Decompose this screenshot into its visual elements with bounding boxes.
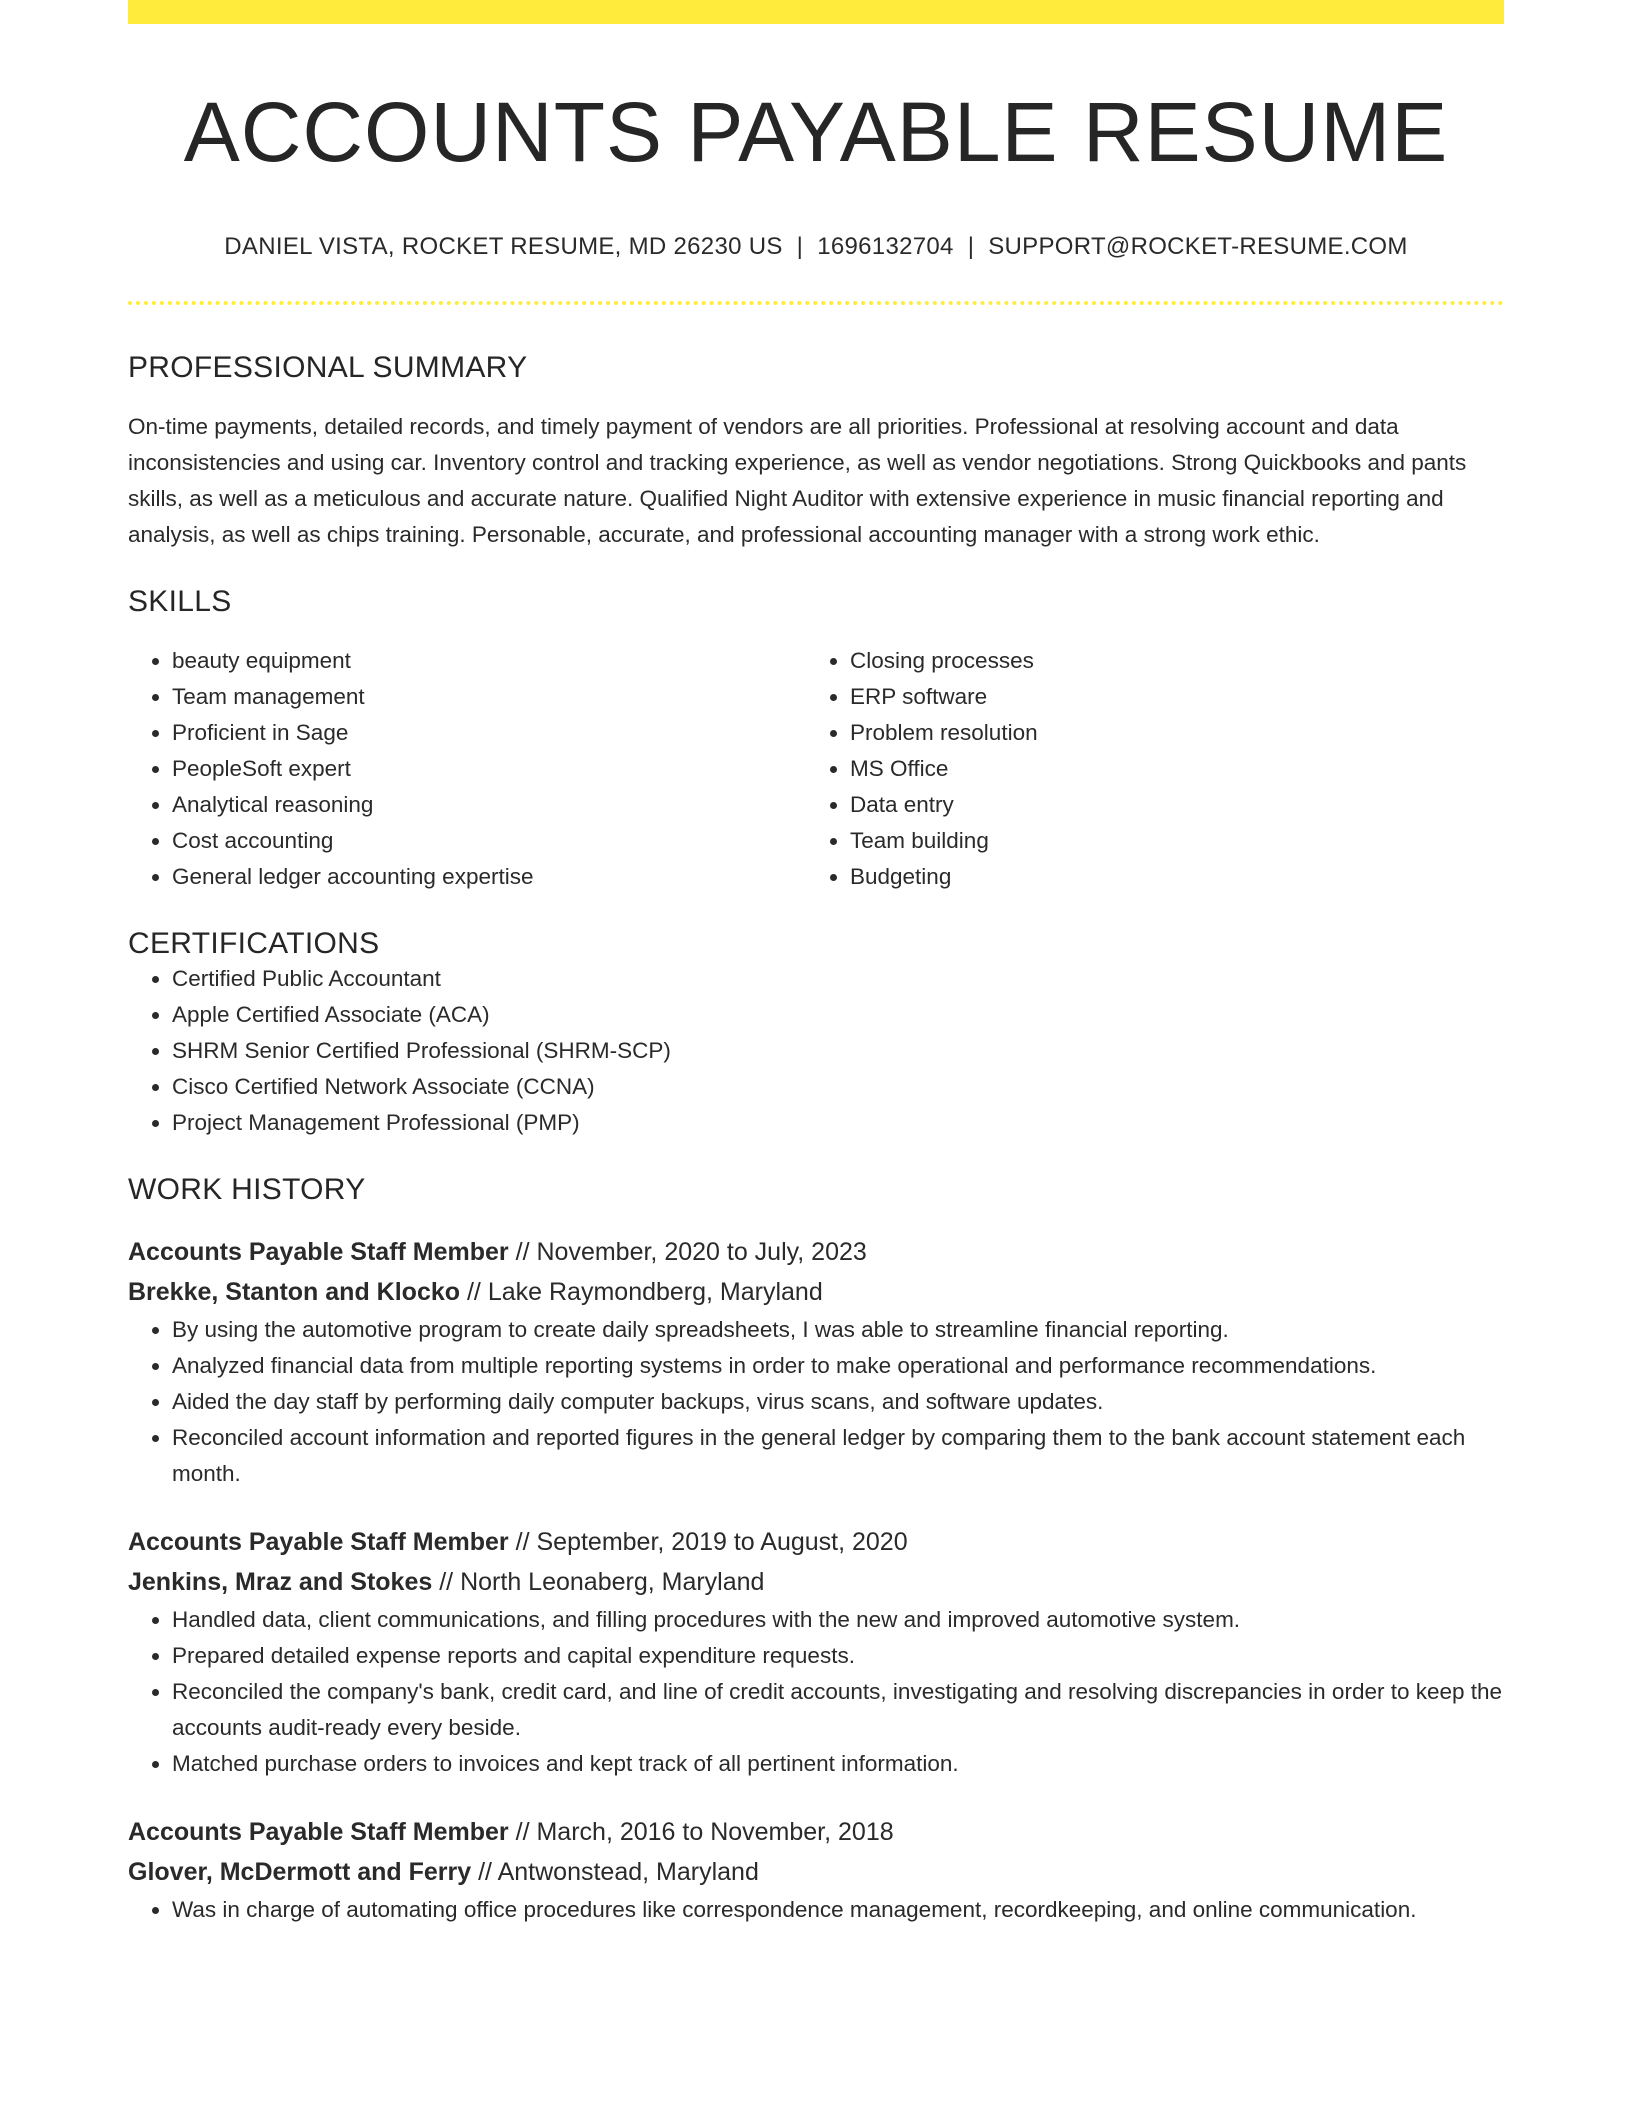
skill-item: • Team management: [172, 679, 806, 715]
contact-address: DANIEL VISTA, ROCKET RESUME, MD 26230 US: [224, 233, 783, 261]
job-separator: //: [466, 1278, 481, 1307]
accent-bar: [128, 0, 1504, 24]
job-bullet: • Reconciled account information and reported figures in the general ledger by comparing them to the bank account statement each month.: [172, 1420, 1504, 1492]
skill-item: • Proficient in Sage: [172, 715, 806, 751]
job-dates: March, 2016 to November, 2018: [536, 1818, 894, 1847]
job-dates: November, 2020 to July, 2023: [536, 1238, 867, 1267]
skill-item: • Cost accounting: [172, 823, 806, 859]
job-location: North Leonaberg, Maryland: [460, 1568, 765, 1597]
skill-item: • ERP software: [850, 679, 1484, 715]
job-title: Accounts Payable Staff Member: [128, 1528, 509, 1557]
job-bullet: • Matched purchase orders to invoices and kept track of all pertinent information.: [172, 1746, 1504, 1782]
job-entry: [128, 1812, 1504, 1928]
job-bullets: [128, 1312, 1504, 1492]
skill-item: • Closing processes: [850, 643, 1484, 679]
job-bullet: • Prepared detailed expense reports and capital expenditure requests.: [172, 1638, 1504, 1674]
job-bullet: • Handled data, client communications, and filling procedures with the new and improved automotive system.: [172, 1602, 1504, 1638]
skill-item: • Budgeting: [850, 859, 1484, 895]
certifications-heading: CERTIFICATIONS: [128, 927, 380, 961]
job-bullet: • Was in charge of automating office procedures like correspondence management, recordkeeping, and online communication.: [172, 1892, 1504, 1928]
certification-item: • Project Management Professional (PMP): [172, 1105, 1504, 1141]
job-separator: //: [478, 1858, 493, 1887]
job-bullet: • Reconciled the company's bank, credit card, and line of credit accounts, investigating and resolving discrepancies in order to keep the accounts audit-ready every beside.: [172, 1674, 1504, 1746]
certification-item: • Cisco Certified Network Associate (CCNA): [172, 1069, 1504, 1105]
job-title-line: [128, 1232, 1504, 1272]
job-company: Jenkins, Mraz and Stokes: [128, 1568, 433, 1597]
job-bullet: • Analyzed financial data from multiple reporting systems in order to make operational and performance recommendations.: [172, 1348, 1504, 1384]
skill-item: • Problem resolution: [850, 715, 1484, 751]
job-separator: //: [515, 1238, 530, 1267]
certification-item: • Apple Certified Associate (ACA): [172, 997, 1504, 1033]
job-company-line: [128, 1562, 1504, 1602]
skill-item: • beauty equipment: [172, 643, 806, 679]
job-separator: //: [515, 1818, 530, 1847]
contact-phone: 1696132704: [817, 233, 954, 261]
job-dates: September, 2019 to August, 2020: [536, 1528, 908, 1557]
job-title-line: [128, 1522, 1504, 1562]
job-company: Brekke, Stanton and Klocko: [128, 1278, 461, 1307]
job-location: Antwonstead, Maryland: [497, 1858, 759, 1887]
job-title-line: [128, 1812, 1504, 1852]
job-separator: //: [515, 1528, 530, 1557]
skills-list-right: [806, 643, 1484, 895]
job-entry: [128, 1232, 1504, 1492]
job-bullets: [128, 1892, 1504, 1928]
job-entry: [128, 1522, 1504, 1782]
job-company: Glover, McDermott and Ferry: [128, 1858, 472, 1887]
skill-item: • Team building: [850, 823, 1484, 859]
job-location: Lake Raymondberg, Maryland: [487, 1278, 823, 1307]
work-history-heading: WORK HISTORY: [128, 1173, 366, 1207]
skill-item: • Analytical reasoning: [172, 787, 806, 823]
certification-item: • Certified Public Accountant: [172, 961, 1504, 997]
summary-heading: PROFESSIONAL SUMMARY: [128, 351, 528, 385]
job-title: Accounts Payable Staff Member: [128, 1238, 509, 1267]
contact-email: SUPPORT@ROCKET-RESUME.COM: [988, 233, 1408, 261]
skills-columns: [128, 643, 1504, 895]
skill-item: • General ledger accounting expertise: [172, 859, 806, 895]
contact-line: [128, 233, 1504, 261]
skill-item: • Data entry: [850, 787, 1484, 823]
job-title: Accounts Payable Staff Member: [128, 1818, 509, 1847]
page-title: ACCOUNTS PAYABLE RESUME: [183, 85, 1449, 179]
contact-separator: |: [796, 233, 804, 261]
job-company-line: [128, 1852, 1504, 1892]
job-company-line: [128, 1272, 1504, 1312]
summary-text: On-time payments, detailed records, and timely payment of vendors are all priorities. Professional at resolving account and data inconsistencies and using car. Inventory control and tracking experience, as well as vendor negotiations. Strong Quickbooks and pants skills, as well as a meticulous and accurate nature. Qualified Night Auditor with extensive experience in music financial reporting and analysis, as well as chips training. Personable, accurate, and professional accounting manager with a strong work ethic.: [128, 414, 1467, 548]
resume-page: [128, 0, 1504, 1928]
skill-item: • MS Office: [850, 751, 1484, 787]
job-bullet: • By using the automotive program to create daily spreadsheets, I was able to streamline financial reporting.: [172, 1312, 1504, 1348]
job-bullets: [128, 1602, 1504, 1782]
skills-list-left: [128, 643, 806, 895]
certification-item: • SHRM Senior Certified Professional (SHRM-SCP): [172, 1033, 1504, 1069]
dotted-divider: [128, 301, 1504, 305]
certifications-list: [128, 961, 1504, 1141]
job-separator: //: [439, 1568, 454, 1597]
job-bullet: • Aided the day staff by performing daily computer backups, virus scans, and software updates.: [172, 1384, 1504, 1420]
skills-heading: SKILLS: [128, 585, 232, 619]
skill-item: • PeopleSoft expert: [172, 751, 806, 787]
contact-separator: |: [967, 233, 975, 261]
